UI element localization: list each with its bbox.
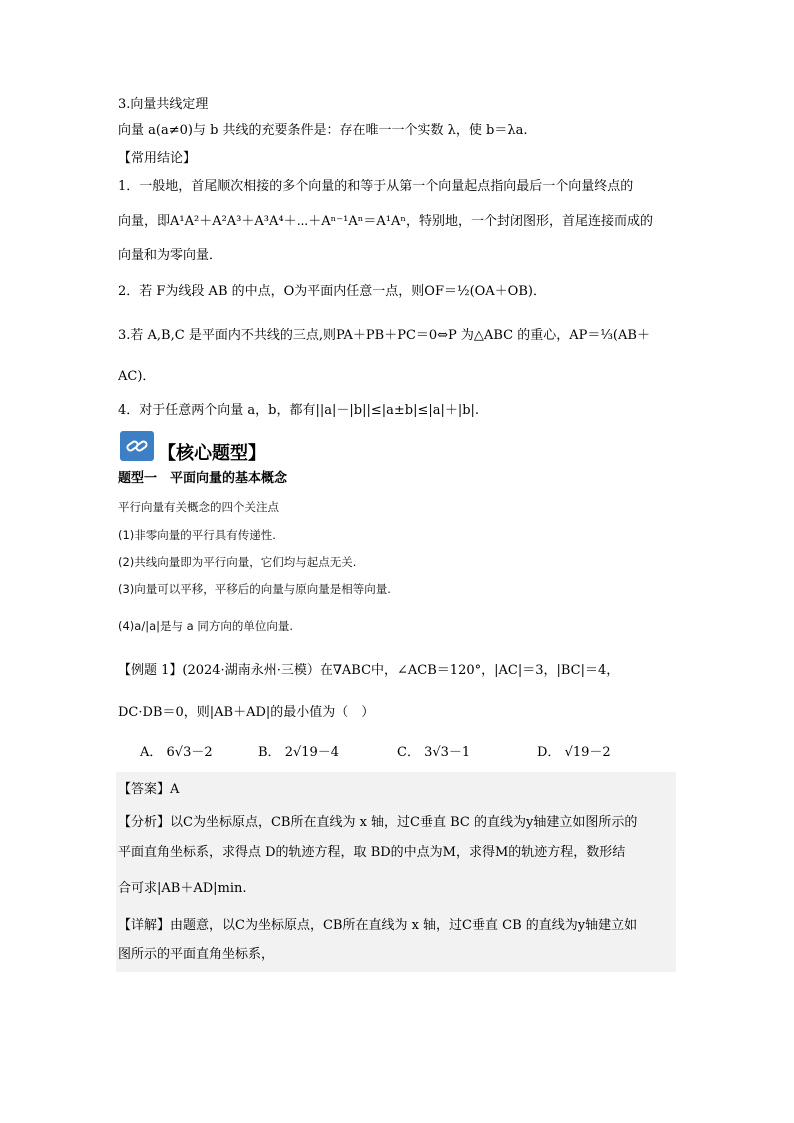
example-1-line-1: 【例题 1】(2024·湖南永州·三模）在∇ABC中，∠ACB＝120°，|AC|＝3，|BC|＝4，	[118, 663, 620, 678]
option-a-text: 6√3－2	[166, 745, 213, 760]
conclusion-1-line-2: 向量，即A¹A²＋A²A³＋A³A⁴＋⋯＋Aⁿ⁻¹Aⁿ＝A¹Aⁿ，特别地，一个封闭图形，首尾连接而成的	[118, 214, 654, 229]
common-conclusions-heading: 【常用结论】	[118, 151, 197, 166]
analysis-line-2: 平面直角坐标系，求得点 D的轨迹方程，取 BD的中点为M，求得M的轨迹方程，数形结	[118, 845, 626, 860]
answer: 【答案】A	[118, 782, 180, 797]
link-icon	[120, 431, 154, 461]
analysis-line-3: 合可求|AB＋AD|min.	[118, 881, 247, 896]
detail-line-2: 图所示的平面直角坐标系，	[118, 947, 275, 962]
conclusion-4: 4．对于任意两个向量 a，b，都有||a|－|b||≤|a±b|≤|a|＋|b|.	[118, 403, 480, 418]
option-a-label: A．	[140, 745, 163, 760]
analysis-line-1: 【分析】以C为坐标原点，CB所在直线为 x 轴，过C垂直 BC 的直线为y轴建立如图所示的	[118, 815, 638, 830]
example-1-line-2: DC·DB＝0，则|AB＋AD|的最小值为（ ）	[118, 705, 375, 720]
conclusion-3-line-2: AC)．	[118, 369, 156, 384]
conclusion-3-line-1: 3.若 A,B,C 是平面内不共线的三点,则PA＋PB＋PC＝0⇔P 为△ABC 的重心，AP＝⅓(AB＋	[118, 328, 650, 343]
core-question-types-title: 【核心题型】	[158, 443, 266, 464]
option-c-text: 3√3－1	[424, 745, 471, 760]
option-c	[397, 744, 470, 762]
solution-block	[116, 772, 676, 972]
type-1-point-1: (1)非零向量的平行具有传递性.	[118, 528, 276, 542]
option-c-label: C．	[397, 745, 420, 760]
option-b-label: B．	[258, 745, 281, 760]
option-d-label: D．	[537, 745, 561, 760]
option-d	[537, 744, 611, 762]
type-1-point-2: (2)共线向量即为平行向量，它们均与起点无关.	[118, 555, 357, 569]
option-a	[140, 744, 213, 762]
type-1-intro: 平行向量有关概念的四个关注点	[118, 500, 279, 514]
type-1-point-4: (4)a/|a|是与 a 同方向的单位向量.	[118, 619, 294, 633]
conclusion-1-line-3: 向量和为零向量．	[118, 248, 223, 263]
type-1-title: 题型一 平面向量的基本概念	[118, 471, 288, 486]
option-b-text: 2√19－4	[284, 745, 340, 760]
conclusion-2: 2．若 F为线段 AB 的中点，O为平面内任意一点，则OF＝½(OA＋OB)．	[118, 284, 546, 299]
detail-line-1: 【详解】由题意，以C为坐标原点，CB所在直线为 x 轴，过C垂直 CB 的直线为y轴建立如	[118, 918, 638, 933]
section-3-title: 3.向量共线定理	[118, 97, 209, 112]
type-1-point-3: (3)向量可以平移，平移后的向量与原向量是相等向量.	[118, 582, 391, 596]
conclusion-1-line-1: 1．一般地，首尾顺次相接的多个向量的和等于从第一个向量起点指向最后一个向量终点的	[118, 179, 634, 194]
option-b	[258, 744, 339, 762]
collinear-theorem: 向量 a(a≠0)与 b 共线的充要条件是：存在唯一一个实数 λ，使 b＝λa.	[118, 123, 528, 138]
option-d-text: √19－2	[564, 745, 611, 760]
